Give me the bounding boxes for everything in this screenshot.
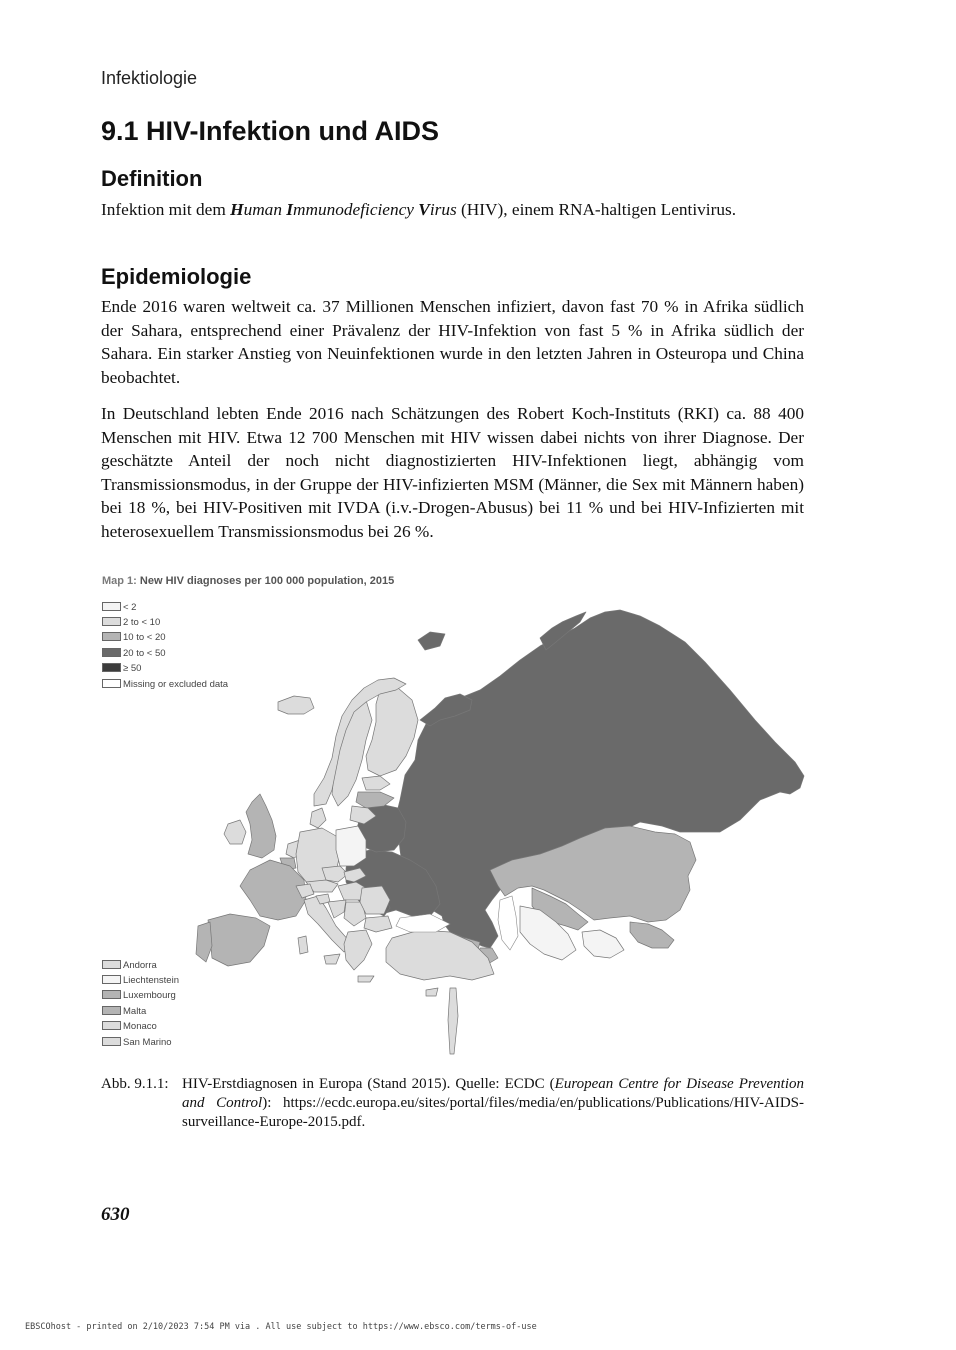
small-country-item: Luxembourg [102, 990, 176, 1002]
map-region-israel [448, 988, 458, 1054]
legend-swatch [102, 1021, 121, 1030]
map-region-czechia [322, 866, 348, 882]
page-number: 630 [101, 1204, 130, 1225]
caption-label: Abb. 9.1.1: [101, 1076, 169, 1092]
running-head: Infektiologie [101, 68, 198, 88]
map-region-estonia [362, 776, 390, 790]
caption-text: HIV-Erstdiagnosen in Europa (Stand 2015). Quelle: ECDC (European Centre for Disease Prevention and Control): https://ecdc.europa.eu/sites/portal/files/media/en/publications/Publications/HIV-AIDS-surveillance-Europe-2015.pdf. [182, 1076, 804, 1130]
map-region-france [240, 860, 306, 920]
map-region-sicily [324, 954, 340, 964]
map-region-portugal [196, 922, 212, 962]
map-region-svalbard [418, 632, 445, 650]
figure-caption [101, 1075, 804, 1132]
map-region-kyrgyzstan [630, 922, 674, 948]
legend-item: 2 to < 10 [102, 617, 160, 629]
legend-swatch [102, 975, 121, 984]
small-country-item: San Marino [102, 1037, 172, 1049]
definition-heading: Definition [101, 166, 203, 191]
legend-item: 20 to < 50 [102, 648, 166, 660]
small-country-item: Andorra [102, 960, 157, 972]
map-region-poland [336, 826, 366, 866]
definition-text: Infektion mit dem Human Immunodeficiency Virus (HIV), einem RNA-haltigen Lentivirus. [101, 200, 737, 219]
legend-item: Missing or excluded data [102, 679, 228, 691]
map-region-crete [358, 976, 374, 982]
legend-item: ≥ 50 [102, 663, 141, 675]
print-footer: EBSCOhost - printed on 2/10/2023 7:54 PM via . All use subject to https://www.ebsco.com/terms-of-use [25, 1322, 537, 1332]
chapter-title: 9.1 HIV-Infektion und AIDS [101, 116, 440, 146]
map-region-greece [344, 930, 372, 970]
map-region-finland [366, 688, 418, 776]
map-title: Map 1: New HIV diagnoses per 100 000 population, 2015 [102, 575, 395, 587]
map-region-ireland [224, 820, 246, 844]
map-region-iceland [278, 696, 314, 714]
legend-swatch [102, 1006, 121, 1015]
map-region-sardinia [298, 936, 308, 954]
legend-item: 10 to < 20 [102, 632, 166, 644]
map-region-croatia [328, 900, 346, 918]
legend-item: < 2 [102, 602, 136, 614]
map-region-spain [208, 914, 270, 966]
epidemiology-paragraph-1: Ende 2016 waren weltweit ca. 37 Millionen Menschen infiziert, davon fast 70 % in Afrika südlich der Sahara, entsprechend einer Prävalenz der HIV-Infektion von fast 5 % in Afrika südlich der Sahara. Ein starker Anstieg von Neuinfektionen wurde in den letzten Jahren in Osteuropa und China beobachtet. [101, 297, 804, 387]
europe-map [100, 570, 806, 1062]
small-country-item: Monaco [102, 1021, 157, 1033]
map-region-tajikistan [582, 930, 624, 958]
hiv-map-figure [100, 570, 806, 1062]
epidemiology-heading: Epidemiologie [101, 264, 252, 289]
map-region-united-kingdom [246, 794, 276, 858]
map-caspian-sea [498, 896, 518, 950]
map-region-cyprus [426, 988, 438, 996]
source-url-link[interactable]: https://ecdc.europa.eu/sites/portal/files/media/en/publications/Publications/HIV-AIDS-surveillance-Europe-2015.pdf [182, 1095, 804, 1130]
legend-swatch [102, 1037, 121, 1046]
legend-swatch [102, 960, 121, 969]
legend-swatch [102, 990, 121, 999]
small-country-item: Liechtenstein [102, 975, 179, 987]
map-region-denmark [310, 808, 326, 828]
map-region-bulgaria [364, 916, 392, 932]
small-country-item: Malta [102, 1006, 146, 1018]
epidemiology-paragraph-2: In Deutschland lebten Ende 2016 nach Schätzungen des Robert Koch-Instituts (RKI) ca. 88 400 Menschen mit HIV. Etwa 12 700 Menschen mit HIV wissen dabei nichts von ihrer Diagnose. Der geschätzte Anteil der noch nicht diagnostizierten HIV-Infektionen liegt, abhängig vom Transmissionsmodus, in der Gruppe der HIV-infizierten MSM (Männer, die Sex mit Männern haben) bei 18 %, bei HIV-Positiven mit IVDA (i.v.-Drogen-Abusus) bei 11 % und bei HIV-Infizierten mit heterosexuellem Transmissionsmodus bei 26 %. [101, 404, 804, 541]
